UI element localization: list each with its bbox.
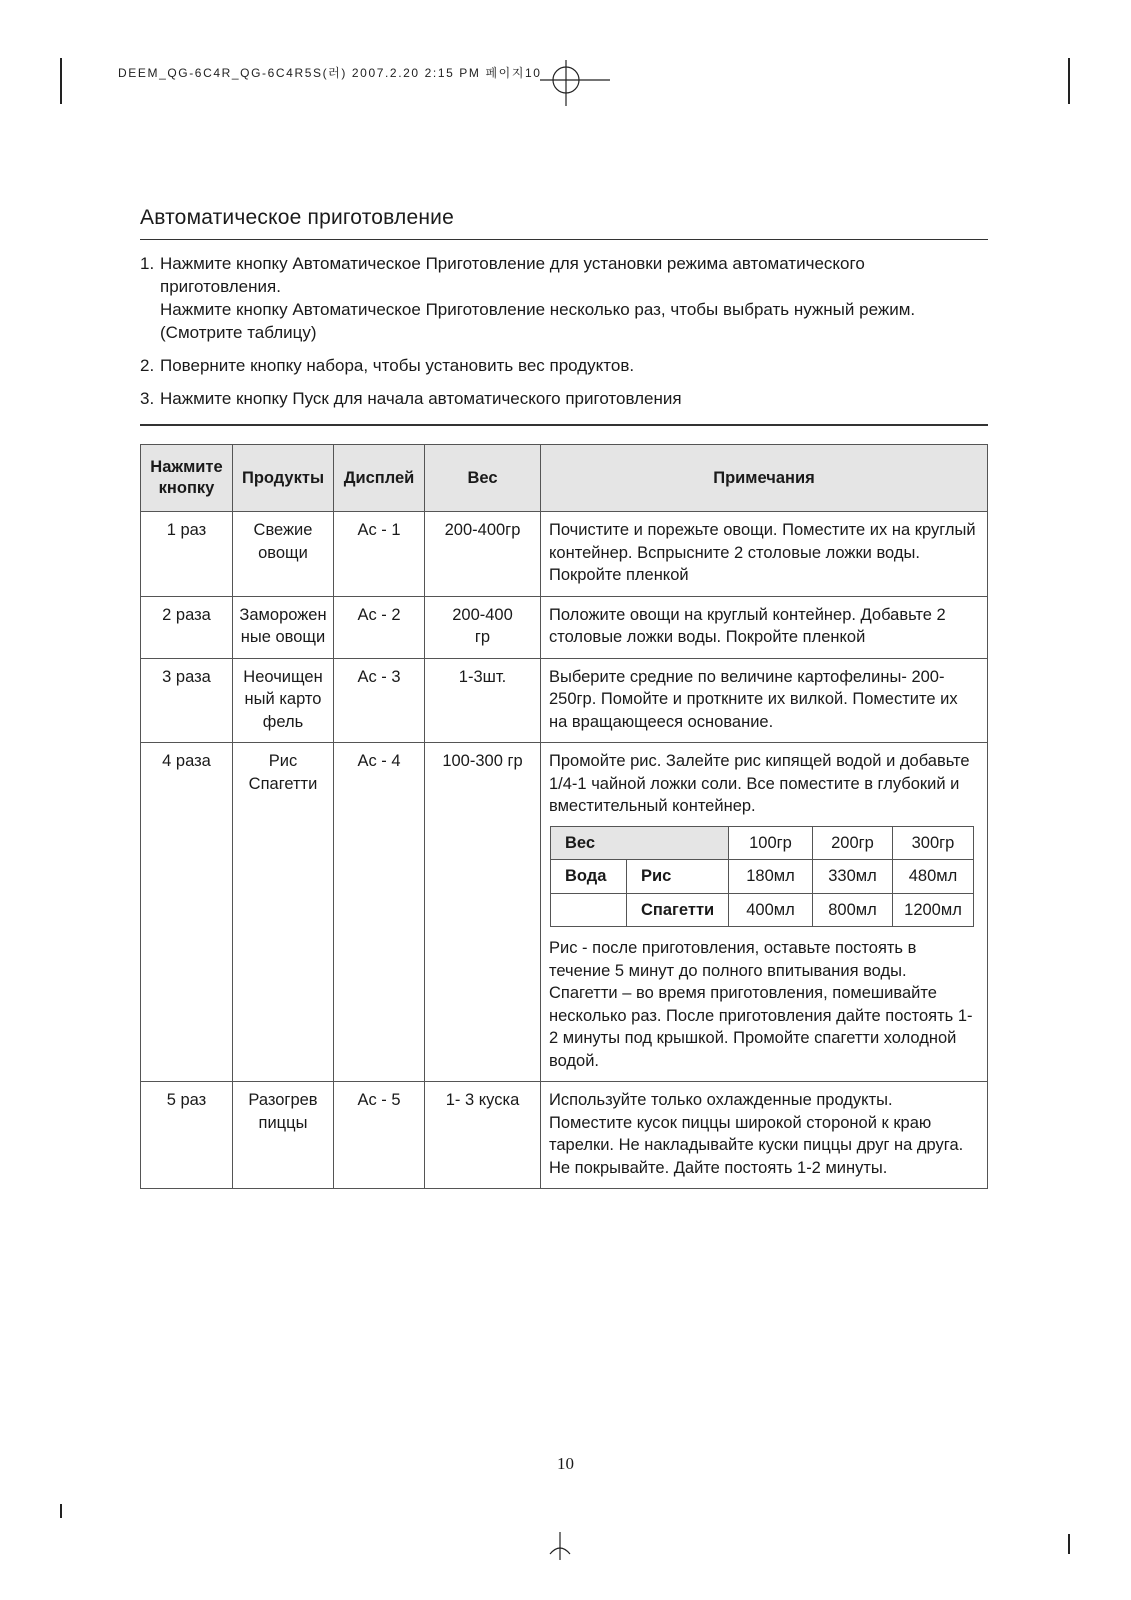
cell-weight: 100-300 гр	[425, 743, 541, 1082]
note-text-after: Рис - после приготовления, оставьте постоять в течение 5 минут до полного впитывания воды. Спагетти – во время приготовления, помешивайте несколько раз. После приготовления дайте постоять 1-2 минуты под крышкой. Промойте спагетти холодной водой.	[549, 939, 973, 1070]
rice-water-value: 330мл	[813, 860, 893, 894]
cell-note	[541, 743, 988, 1082]
rice-label: Рис	[627, 860, 729, 894]
cell-press: 3 раза	[141, 658, 233, 743]
water-table-row	[551, 826, 974, 860]
registration-mark-bottom-icon	[548, 1532, 572, 1560]
water-weight-value: 100гр	[729, 826, 813, 860]
print-header: DEEM_QG-6C4R_QG-6C4R5S(러) 2007.2.20 2:15 PM 페이지10	[118, 66, 542, 80]
cell-weight: 1-3шт.	[425, 658, 541, 743]
cell-display: Ac - 1	[334, 512, 425, 597]
crop-mark-bottom-right	[1068, 1534, 1070, 1554]
water-label: Вода	[551, 860, 627, 894]
page-title: Автоматическое приготовление	[140, 206, 454, 229]
rice-water-value: 480мл	[893, 860, 974, 894]
step-number: 2.	[140, 356, 155, 375]
header-weight: Вес	[425, 445, 541, 512]
crop-mark-top-left	[60, 58, 62, 104]
cell-press: 5 раз	[141, 1082, 233, 1189]
step-number: 3.	[140, 389, 155, 408]
crop-mark-top-right	[1068, 58, 1070, 104]
note-text: Промойте рис. Залейте рис кипящей водой и добавьте 1/4-1 чайной ложки соли. Все поместите в глубокий и вместительный контейнер.	[549, 752, 970, 815]
spaghetti-label: Спагетти	[627, 893, 729, 927]
rice-water-value: 180мл	[729, 860, 813, 894]
step-text: Нажмите кнопку Пуск для начала автоматического приготовления	[160, 389, 682, 408]
cell-press: 1 раз	[141, 512, 233, 597]
cell-weight: 200-400 гр	[425, 596, 541, 658]
step-text: Нажмите кнопку Автоматическое Приготовление несколько раз, чтобы выбрать нужный режим. (Смотрите таблицу)	[160, 300, 916, 342]
registration-mark-icon	[540, 60, 610, 106]
water-weight-value: 200гр	[813, 826, 893, 860]
water-table-row	[551, 893, 974, 927]
auto-cook-table	[140, 444, 988, 1189]
instruction-step	[140, 354, 988, 377]
cell-product: Неочищенный картофель	[233, 658, 334, 743]
cell-note: Почистите и порежьте овощи. Поместите их на круглый контейнер. Вспрысните 2 столовые ложки воды. Покройте пленкой	[541, 512, 988, 597]
cell-note: Положите овощи на круглый контейнер. Добавьте 2 столовые ложки воды. Покройте пленкой	[541, 596, 988, 658]
cell-press: 4 раза	[141, 743, 233, 1082]
cell-note: Выберите средние по величине картофелины- 200-250гр. Помойте и проткните их вилкой. Поместите их на вращающееся основание.	[541, 658, 988, 743]
cell-display: Ac - 5	[334, 1082, 425, 1189]
cell-display: Ac - 4	[334, 743, 425, 1082]
cell-product: Рис Спагетти	[233, 743, 334, 1082]
table-row	[141, 658, 988, 743]
table-header-row	[141, 445, 988, 512]
cell-weight: 200-400гр	[425, 512, 541, 597]
table-row	[141, 512, 988, 597]
table-row	[141, 743, 988, 1082]
water-weight-value: 300гр	[893, 826, 974, 860]
header-notes: Примечания	[541, 445, 988, 512]
step-text: Нажмите кнопку Автоматическое Приготовление для установки режима автоматического приготовления.	[160, 254, 865, 296]
instruction-step	[140, 252, 988, 344]
cell-display: Ac - 2	[334, 596, 425, 658]
table-row	[141, 1082, 988, 1189]
spaghetti-water-value: 800мл	[813, 893, 893, 927]
cell-weight: 1- 3 куска	[425, 1082, 541, 1189]
cell-press: 2 раза	[141, 596, 233, 658]
cell-product: Разогрев пиццы	[233, 1082, 334, 1189]
step-number: 1.	[140, 254, 155, 273]
title-divider	[140, 239, 988, 240]
crop-mark-bottom-left	[60, 1504, 62, 1518]
water-weight-label: Вес	[551, 826, 729, 860]
cell-product: Замороженные овощи	[233, 596, 334, 658]
page-number: 10	[557, 1454, 574, 1473]
spaghetti-water-value: 1200мл	[893, 893, 974, 927]
instruction-step	[140, 387, 988, 410]
section-divider	[140, 424, 988, 426]
table-row	[141, 596, 988, 658]
step-text: Поверните кнопку набора, чтобы установить вес продуктов.	[160, 356, 635, 375]
header-display: Дисплей	[334, 445, 425, 512]
water-table-row	[551, 860, 974, 894]
spaghetti-water-value: 400мл	[729, 893, 813, 927]
cell-product: Свежие овощи	[233, 512, 334, 597]
header-products: Продукты	[233, 445, 334, 512]
cell-display: Ac - 3	[334, 658, 425, 743]
instruction-list	[140, 252, 988, 410]
header-press-button: Нажмите кнопку	[141, 445, 233, 512]
water-amount-table	[550, 826, 974, 928]
cell-note: Используйте только охлажденные продукты. Поместите кусок пиццы широкой стороной к краю тарелки. Не накладывайте куски пиццы друг на друга. Не покрывайте. Дайте постоять 1-2 минуты.	[541, 1082, 988, 1189]
